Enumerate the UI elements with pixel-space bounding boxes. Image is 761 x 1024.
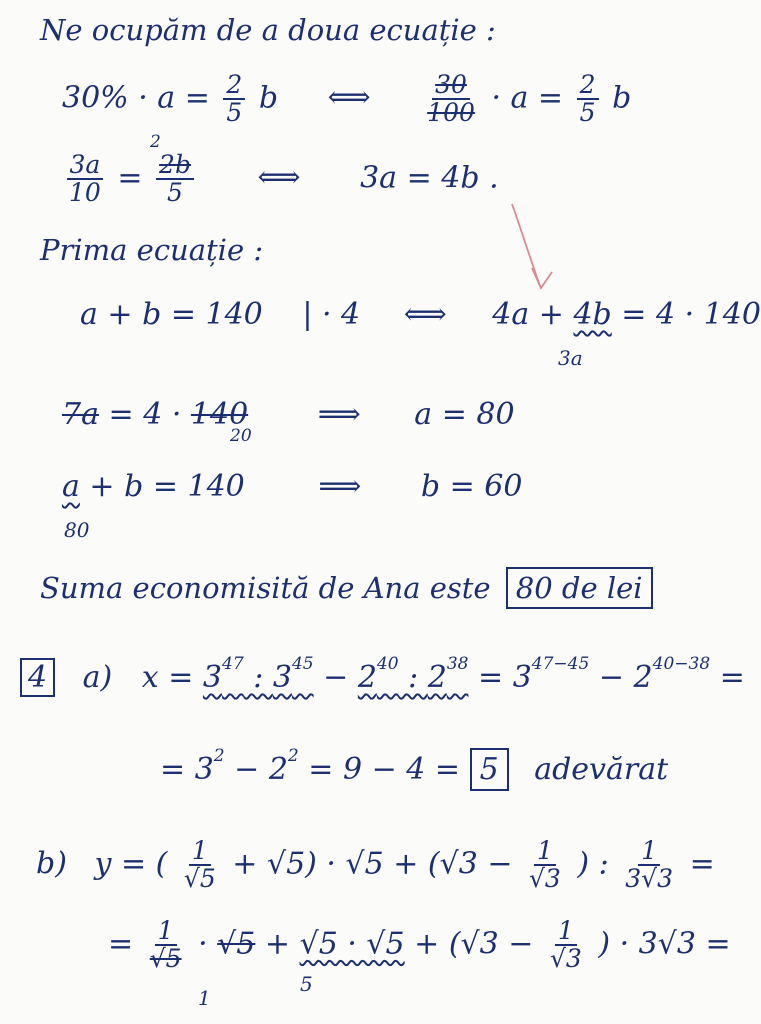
problem-4a-label: a) [82, 660, 113, 695]
eq1-b: b [258, 80, 279, 116]
eq1-iff: ⟺ [327, 80, 371, 116]
p4a-group-1: $3^{47}$ : $3^{45}$ [202, 654, 314, 695]
equation-2 [62, 132, 499, 208]
eq3-left: a + b = 140 [80, 297, 263, 332]
eq5-result: b = 60 [420, 469, 523, 504]
eq4-7a: 7a [62, 397, 99, 432]
eq5-substitution-note: 80 [64, 518, 90, 542]
p4b2-fraction-1: $\frac{1}{√5}$ [149, 916, 182, 974]
eq5-left-rest: + b = 140 [79, 469, 245, 504]
equation-1 [62, 72, 631, 127]
problem-4b-line-2 [108, 918, 731, 973]
eq1-fraction-3: $\frac{2}{5}$ [577, 72, 599, 127]
equation-3 [80, 297, 761, 332]
eq4-left-rest: = 4 · [98, 397, 191, 432]
p4b2-plus-2: + (√3 − [414, 926, 543, 962]
eq2-fraction-1: $\frac{3a}{10}$ [66, 152, 104, 207]
p4a2-rest: = 9 − 4 = [298, 752, 470, 787]
heading-second-equation: Ne ocupăm de a doua ecuație : [40, 13, 496, 47]
p4a-eq: = [478, 660, 513, 695]
summary-line [40, 571, 653, 605]
p4b2-lead: = [108, 926, 143, 962]
p4a2-minus: − [224, 752, 269, 787]
eq2-simplify-note: 2 [150, 132, 161, 152]
problem-number-box: 4 [20, 658, 55, 697]
eq3-substitution-note: 3a [558, 346, 583, 370]
eq1-fraction-2: $\frac{30}{100}$ [427, 70, 475, 128]
problem-4b-line-1 [36, 838, 715, 893]
eq1-left: 30% · a = [62, 80, 220, 116]
arrow-head [532, 268, 552, 288]
p4b2-product: √5 · √5 [299, 926, 405, 962]
summary-answer-box: 80 de lei [506, 567, 653, 609]
p4a2-power-1: $3^2$ [194, 746, 225, 787]
p4b-fraction-2: $\frac{1}{√3}$ [529, 836, 561, 894]
eq2-result: 3a = 4b . [360, 160, 499, 196]
eq4-simplify-note: 20 [230, 426, 252, 446]
p4b-colon: ) : [577, 846, 619, 882]
arrow-shaft [512, 204, 540, 286]
p4a-power-1: $3^{47-45}$ [512, 654, 590, 695]
eq1-mid: · a = [491, 80, 573, 116]
p4a-power-2: $2^{40-38}$ [633, 654, 711, 695]
p4b-fraction-3: $\frac{1}{3√3}$ [625, 836, 674, 894]
p4b2-end: ) · 3√3 = [598, 926, 731, 962]
eq2-iff: ⟺ [257, 160, 301, 196]
eq5-implies: ⟹ [318, 469, 362, 504]
eq5-a: a [62, 469, 80, 504]
eq4-140: 140 [190, 397, 249, 432]
problem-4a-line-2 [160, 748, 668, 785]
p4a2-power-2: $2^2$ [268, 746, 299, 787]
equation-4 [62, 397, 515, 432]
eq4-result: a = 80 [414, 397, 515, 432]
eq3-iff: ⟺ [403, 297, 447, 332]
p4a2-lead: = [160, 752, 195, 787]
p4a-group-2: $2^{40}$ : $2^{38}$ [357, 654, 469, 695]
eq2-equals: = [117, 160, 143, 196]
p4b2-result-note-2: 5 [300, 972, 313, 996]
p4a-x-eq: x = [141, 660, 203, 695]
eq3-right-a: 4a + [492, 297, 574, 332]
eq3-right-rest: = 4 · 140 [611, 297, 761, 332]
p4b-fraction-1: $\frac{1}{√5}$ [183, 836, 216, 894]
summary-text: Suma economisită de Ana este [40, 571, 491, 605]
eq3-multiply: | · 4 [302, 297, 361, 332]
heading-first-equation: Prima ecuație : [40, 233, 264, 267]
eq4-implies: ⟹ [317, 397, 361, 432]
eq1-b2: b [612, 80, 632, 116]
eq2-fraction-2: 2b 5 2 [156, 152, 194, 207]
p4b2-plus-1: + [264, 926, 300, 962]
p4b2-sqrt5: √5 [217, 926, 256, 962]
p4a-end: = [719, 660, 745, 695]
p4a2-answer-box: 5 [470, 748, 509, 791]
p4a-minus-2: − [598, 660, 634, 695]
eq1-fraction-1: $\frac{2}{5}$ [223, 72, 245, 127]
p4b2-dot: · [198, 926, 218, 962]
p4b-end: = [689, 846, 715, 882]
p4b2-result-note-1: 1 [198, 986, 211, 1010]
problem-4b-label: b) [36, 846, 67, 882]
p4a-minus: − [323, 660, 358, 695]
p4b-y-eq: y = ( [94, 846, 168, 882]
problem-4a-line-1 [20, 656, 745, 693]
equation-5 [62, 469, 523, 504]
eq3-right-4b: 4b [573, 297, 612, 332]
p4b2-fraction-2: $\frac{1}{√3}$ [549, 916, 582, 974]
p4a2-verdict: adevărat [534, 752, 669, 787]
p4b-plus: + √5) · √5 + (√3 − [232, 846, 522, 882]
